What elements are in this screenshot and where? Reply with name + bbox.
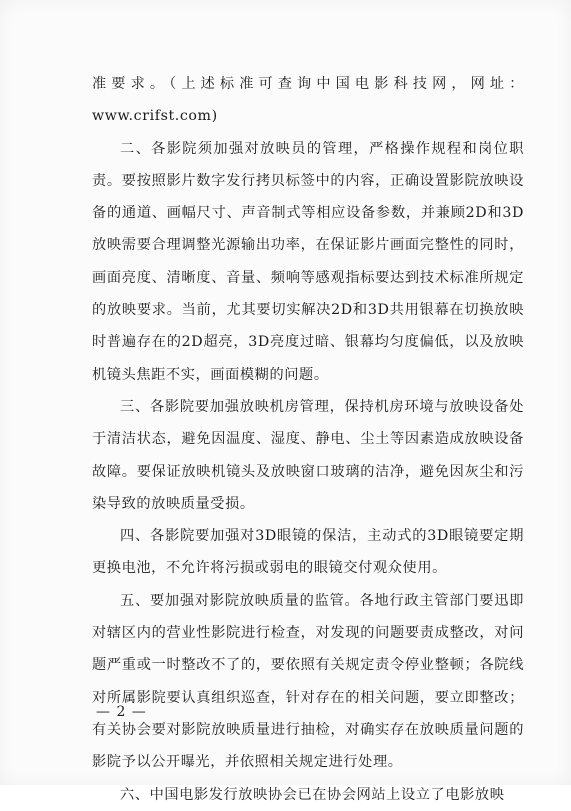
- paragraph-item-3: 三、各影院要加强放映机房管理，保持机房环境与放映设备处于清洁状态，避免因温度、湿度、静电、尘土等因素造成放映设备故障。要保证放映机镜头及放映窗口玻璃的洁净，避免因灰尘和污染导致的放映质量受损。: [92, 398, 524, 512]
- paragraph-item-6: 六、中国电影发行放映协会已在协会网站上设立了电影放映: [120, 786, 505, 803]
- paragraph-item-2: 二、各影院须加强对放映员的管理，严格操作规程和岗位职责。要按照影片数字发行拷贝标签中的内容，正确设置影院放映设备的通道、画幅尺寸、声音制式等相应设备参数，并兼顾2D和3D放映需要合理调整光源输出功率，在保证影片画面完整性的同时，画面亮度、清晰度、音量、频响等感观指标要达到技术标准所规定的放映要求。当前，尤其要切实解决2D和3D共用银幕在切换放映时普遍存在的2D超亮，3D亮度过暗、银幕均匀度偏低，以及放映机镜头焦距不实，画面模糊的问题。: [92, 140, 524, 383]
- document-body: [92, 68, 524, 811]
- page-number: — 2 —: [96, 704, 147, 720]
- paragraph-item-5: 五、要加强对影院放映质量的监管。各地行政主管部门要迅即对辖区内的营业性影院进行检查，对发现的问题要责成整改，对问题严重或一时整改不了的，要依照有关规定责令停业整顿；各院线对所属影院要认真组织巡查，针对存在的相关问题，要立即整改；有关协会要对影院放映质量进行抽检，对确实存在放映质量问题的影院予以公开曝光，并依照相关规定进行处理。: [92, 592, 524, 771]
- paragraph-continuation: 准要求。（上述标准可查询中国电影科技网，网址：www.crifst.com): [92, 76, 524, 125]
- paragraph-item-4: 四、各影院要加强对3D眼镜的保洁，主动式的3D眼镜要定期更换电池，不允许将污损或弱电的眼镜交付观众使用。: [92, 528, 524, 577]
